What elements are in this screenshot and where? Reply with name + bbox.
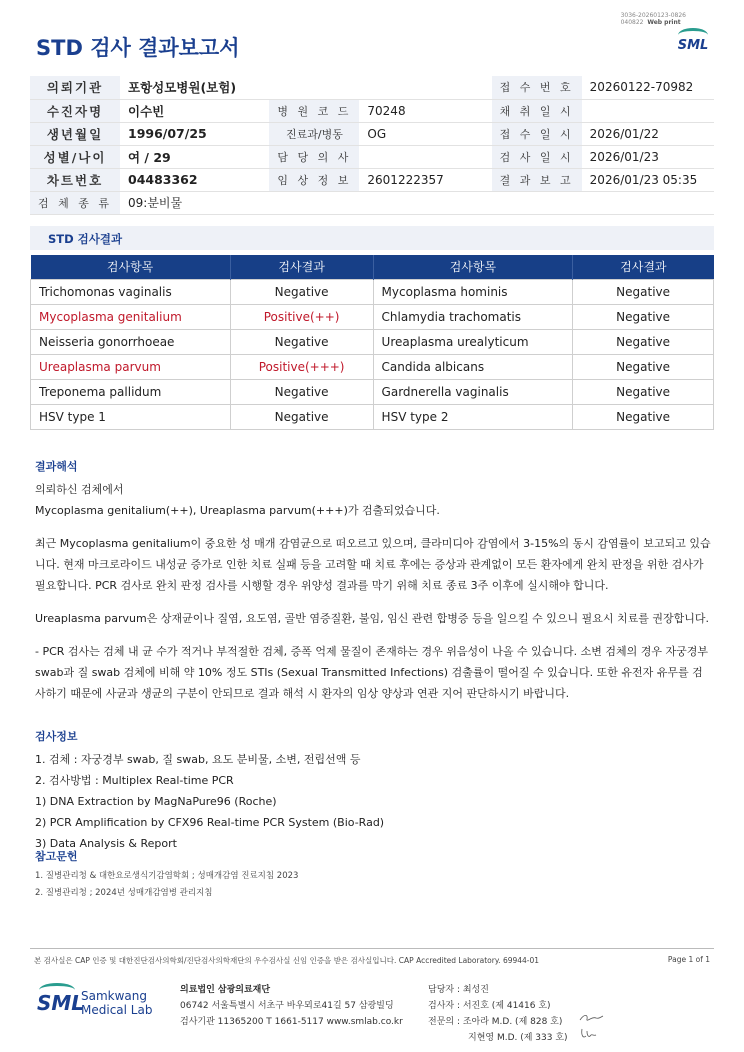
interpretation-paragraph-3: - PCR 검사는 검체 내 균 수가 적거나 부적절한 검체, 증폭 억제 물질이 존재하는 경우 위음성이 나올 수 있습니다. 소변 검체의 경우 자궁경부 swab과 질 swab 검체에 비해 약 10% 정도 STIs (Sexual Transmitted Infections) 검출률이 떨어질 수 있습니다. 또한 유전자 유무를 검사하기 때문에 사균과 생균의 구분이 안되므로 결과 해석 시 환자의 임상 양상과 연관 지어 판단하시기 바랍니다. (35, 645, 709, 700)
test-item-result: Negative (573, 329, 714, 354)
print-code (621, 12, 686, 26)
interpretation-paragraph-1: 최근 Mycoplasma genitalium이 중요한 성 매개 감염균으로 떠오르고 있으며, 클라미디아 감염에서 3-15%의 동시 감염률이 보고되고 있습니다. 현재 마크로라이드 내성균 증가로 인한 치료 실패 등을 고려할 때 치료 후에는 증상과 관계없이 모든 환자에게 완치 판정을 위한 검사가 필요합니다. PCR 검사로 완치 판정 검사를 시행할 경우 위양성 결과를 막기 위해 치료 종료 3주 이후에 실시해야 합니다. (35, 537, 711, 592)
patient-value: 이수빈 (120, 99, 269, 122)
receipt-no-label: 접 수 번 호 (492, 76, 582, 99)
test-item-name: Mycoplasma genitalium (31, 304, 231, 329)
interpretation-paragraph-2: Ureaplasma parvum은 상재균이나 질염, 요도염, 골반 염증질환, 불임, 임신 관련 합병증 등을 일으킬 수 있으니 필요시 치료를 권장합니다. (35, 612, 709, 625)
samkwang-logo-icon (37, 983, 157, 1025)
samkwang-logo-name1: Samkwang (81, 989, 147, 1003)
test-item-name: Gardnerella vaginalis (373, 379, 573, 404)
signature-icon (578, 1012, 604, 1026)
sex-age-value: 여 / 29 (120, 145, 269, 168)
header-test-item: 검사항목 (31, 255, 231, 279)
results-section-title: STD 검사결과 (30, 226, 714, 250)
test-item-name: Neisseria gonorrhoeae (31, 329, 231, 354)
interpretation-intro1: 의뢰하신 검체에서 (35, 483, 124, 496)
test-item-result: Negative (573, 404, 714, 429)
report-date-label: 결 과 보 고 (492, 168, 582, 191)
header-test-item: 검사항목 (373, 255, 573, 279)
table-row (31, 404, 714, 429)
test-info-title: 검사정보 (35, 730, 78, 743)
sml-logo-text: SML (677, 38, 709, 53)
table-row (31, 379, 714, 404)
request-org-label: 의뢰기관 (30, 76, 120, 99)
birth-value: 1996/07/25 (120, 122, 269, 145)
staff-specialist-2: 지현영 M.D. (제 333 호) (468, 1033, 568, 1043)
print-code-line2: 040822 (620, 19, 644, 26)
dept-label: 진료과/병동 (269, 122, 359, 145)
references-title: 참고문헌 (35, 850, 78, 863)
test-item-result: Negative (573, 354, 714, 379)
staff-manager: 담당자 : 최성진 (428, 985, 489, 995)
test-item-result: Negative (573, 379, 714, 404)
test-item-result: Negative (230, 329, 373, 354)
references-section (35, 848, 711, 902)
specimen-label: 검 체 종 류 (30, 191, 120, 214)
test-item-name: HSV type 1 (31, 404, 231, 429)
test-item-name: Chlamydia trachomatis (373, 304, 573, 329)
table-row (31, 304, 714, 329)
test-item-name: Treponema pallidum (31, 379, 231, 404)
request-org-value: 포항성모병원(보험) (120, 76, 492, 99)
chart-no-value: 04483362 (120, 168, 269, 191)
patient-label: 수진자명 (30, 99, 120, 122)
test-item-result: Positive(+++) (230, 354, 373, 379)
sml-logo-icon (674, 28, 712, 62)
interpretation-section (35, 456, 711, 716)
test-date-label: 검 사 일 시 (492, 145, 582, 168)
test-info-section (35, 726, 711, 854)
clinical-info-value: 2601222357 (359, 168, 491, 191)
organization-info (180, 982, 403, 1030)
test-item-result: Negative (230, 404, 373, 429)
dept-value: OG (359, 122, 491, 145)
patient-info-table (30, 76, 714, 215)
samkwang-logo-sml: SML (37, 991, 85, 1015)
doctor-value (359, 145, 491, 168)
results-header-row (31, 255, 714, 279)
test-item-name: HSV type 2 (373, 404, 573, 429)
footer-divider (30, 948, 714, 949)
collect-date-label: 채 취 일 시 (492, 99, 582, 122)
page-number: Page 1 of 1 (667, 955, 710, 964)
signature-icon (578, 1027, 604, 1041)
org-contact: 검사기관 11365200 T 1661-5117 www.smlab.co.kr (180, 1017, 403, 1027)
std-results-table (30, 255, 714, 430)
hospital-code-value: 70248 (359, 99, 491, 122)
test-info-line: 1) DNA Extraction by MagNaPure96 (Roche) (35, 795, 277, 808)
collect-date-value (582, 99, 714, 122)
table-row (31, 279, 714, 304)
specimen-value: 09:분비물 (120, 191, 714, 214)
staff-tester: 검사자 : 서진호 (제 41416 호) (428, 1001, 551, 1011)
hospital-code-label: 병 원 코 드 (269, 99, 359, 122)
test-date-value: 2026/01/23 (582, 145, 714, 168)
test-item-name: Ureaplasma urealyticum (373, 329, 573, 354)
interpretation-intro2: Mycoplasma genitalium(++), Ureaplasma parvum(+++)가 검출되었습니다. (35, 504, 440, 517)
sex-age-label: 성별/나이 (30, 145, 120, 168)
org-address: 06742 서울특별시 서초구 바우뫼로41길 57 삼광빌딩 (180, 1001, 394, 1011)
test-item-name: Candida albicans (373, 354, 573, 379)
test-info-line: 2. 검사방법 : Multiplex Real-time PCR (35, 774, 234, 787)
test-item-result: Positive(++) (230, 304, 373, 329)
test-item-result: Negative (230, 279, 373, 304)
staff-info (428, 982, 568, 1046)
test-item-name: Trichomonas vaginalis (31, 279, 231, 304)
chart-no-label: 차트번호 (30, 168, 120, 191)
test-info-line: 1. 검체 : 자궁경부 swab, 질 swab, 요도 분비물, 소변, 전립선액 등 (35, 753, 361, 766)
test-item-result: Negative (230, 379, 373, 404)
receipt-date-label: 접 수 일 시 (492, 122, 582, 145)
doctor-label: 담 당 의 사 (269, 145, 359, 168)
receipt-date-value: 2026/01/22 (582, 122, 714, 145)
test-item-result: Negative (573, 304, 714, 329)
org-name: 의료법인 삼광의료재단 (180, 985, 271, 995)
receipt-no-value: 20260122-70982 (582, 76, 714, 99)
interpretation-title: 결과해석 (35, 460, 78, 473)
test-info-line: 3) Data Analysis & Report (35, 837, 177, 850)
staff-specialist-1: 전문의 : 조아라 M.D. (제 828 호) (428, 1017, 563, 1027)
table-row (31, 354, 714, 379)
print-code-line1: 3036-20260123-0826 (620, 12, 686, 19)
samkwang-logo-name2: Medical Lab (81, 1003, 153, 1017)
birth-label: 생년월일 (30, 122, 120, 145)
accreditation-note: 본 검사실은 CAP 인증 및 대한진단검사의학회/진단검사의학재단의 우수검사실 신임 인증을 받은 검사실입니다. CAP Accredited Laboratory. 69944-01 (34, 956, 540, 965)
reference-line: 2. 질병관리청 ; 2024년 성매개감염병 관리지침 (35, 888, 213, 898)
table-row (31, 329, 714, 354)
header-test-result: 검사결과 (573, 255, 714, 279)
test-item-result: Negative (573, 279, 714, 304)
test-item-name: Mycoplasma hominis (373, 279, 573, 304)
report-title: STD 검사 결과보고서 (36, 36, 240, 60)
header-test-result: 검사결과 (230, 255, 373, 279)
reference-line: 1. 질병관리청 & 대한요로생식기감염학회 ; 성매개감염 진료지침 2023 (35, 871, 299, 881)
web-print-label: Web print (647, 19, 681, 26)
test-info-line: 2) PCR Amplification by CFX96 Real-time PCR System (Bio-Rad) (35, 816, 385, 829)
clinical-info-label: 임 상 정 보 (269, 168, 359, 191)
test-item-name: Ureaplasma parvum (31, 354, 231, 379)
report-date-value: 2026/01/23 05:35 (582, 168, 714, 191)
